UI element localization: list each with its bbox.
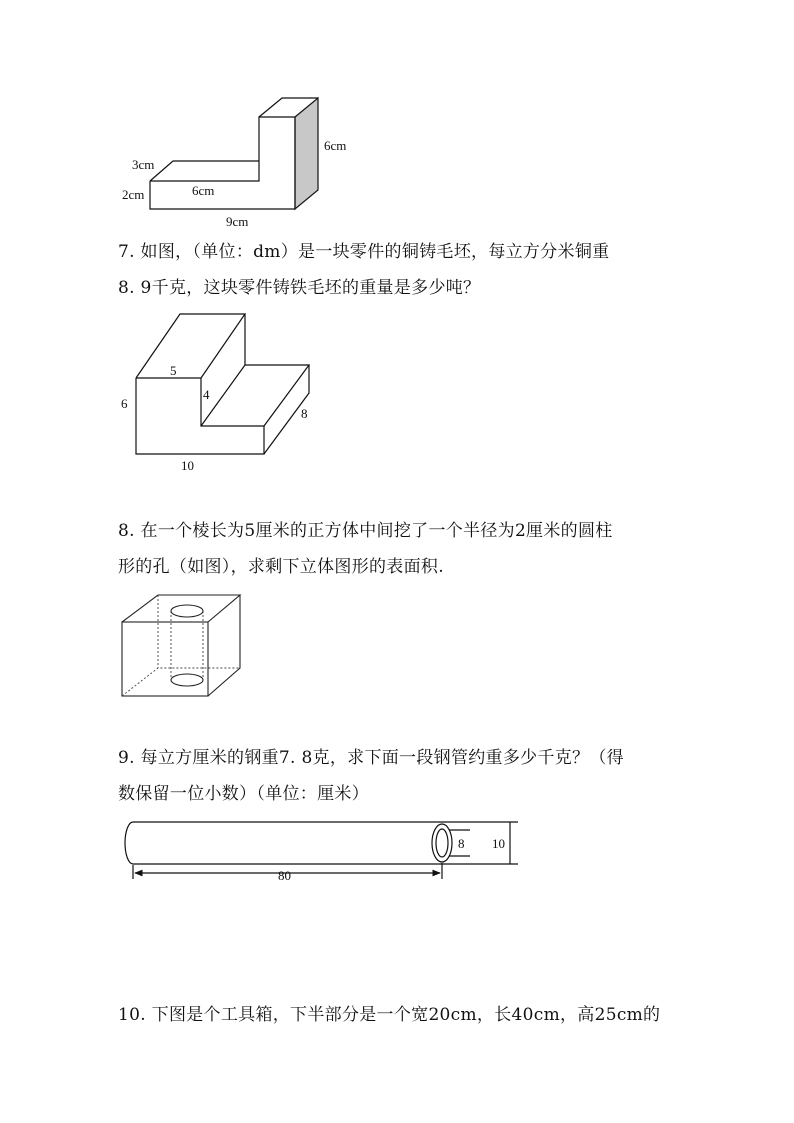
question-10 xyxy=(118,997,688,1033)
cube-right-outline xyxy=(208,595,240,696)
question-9 xyxy=(118,740,688,812)
question-8 xyxy=(118,513,688,585)
steel-pipe-figure xyxy=(118,815,528,885)
label-2cm: 2cm xyxy=(122,187,145,202)
question-10-line-1: 10. 下图是个工具箱，下半部分是一个宽20cm，长40cm，高25cm的 xyxy=(118,1005,661,1025)
pipe-left-end xyxy=(125,822,133,864)
question-9-line-1: 9. 每立方厘米的钢重7. 8克，求下面一段钢管约重多少千克？（得 xyxy=(118,748,624,768)
question-7 xyxy=(118,234,688,306)
question-8-line-2: 形的孔（如图），求剩下立体图形的表面积. xyxy=(118,557,444,577)
question-7-line-2: 8. 9千克，这块零件铸铁毛坯的重量是多少吨？ xyxy=(118,278,481,298)
label-5: 5 xyxy=(170,363,177,378)
pipe-label-8: 8 xyxy=(458,836,465,851)
l-block-figure xyxy=(110,92,370,232)
pipe-label-10: 10 xyxy=(492,836,505,851)
question-7-line-1: 7. 如图，（单位：dm）是一块零件的铜铸毛坯，每立方分米铜重 xyxy=(118,242,610,262)
front-face-outline xyxy=(136,378,264,454)
label-3cm: 3cm xyxy=(132,157,155,172)
hole-top-ellipse xyxy=(171,605,203,617)
hidden-edges xyxy=(122,668,240,696)
label-8: 8 xyxy=(301,406,308,421)
cube-with-hole-figure xyxy=(118,590,248,702)
question-9-line-2: 数保留一位小数）（单位：厘米） xyxy=(118,784,369,804)
label-10: 10 xyxy=(181,458,194,473)
label-height-6cm: 6cm xyxy=(324,138,347,153)
pipe-label-80: 80 xyxy=(278,868,291,883)
cube-top-outline xyxy=(122,595,240,622)
question-8-line-1: 8. 在一个棱长为5厘米的正方体中间挖了一个半径为2厘米的圆柱 xyxy=(118,521,613,541)
pipe-inner-ring xyxy=(436,829,448,857)
lower-top-outline xyxy=(201,365,309,426)
step-block-figure xyxy=(110,308,330,478)
upper-top-outline xyxy=(136,314,245,378)
right-side-face xyxy=(295,98,318,209)
top-outline xyxy=(150,161,259,181)
label-9cm: 9cm xyxy=(226,214,249,229)
label-4: 4 xyxy=(203,387,210,402)
label-6: 6 xyxy=(121,396,128,411)
base-outline xyxy=(150,117,295,209)
hole-bottom-ellipse xyxy=(171,674,203,686)
label-inner-6cm: 6cm xyxy=(192,183,215,198)
